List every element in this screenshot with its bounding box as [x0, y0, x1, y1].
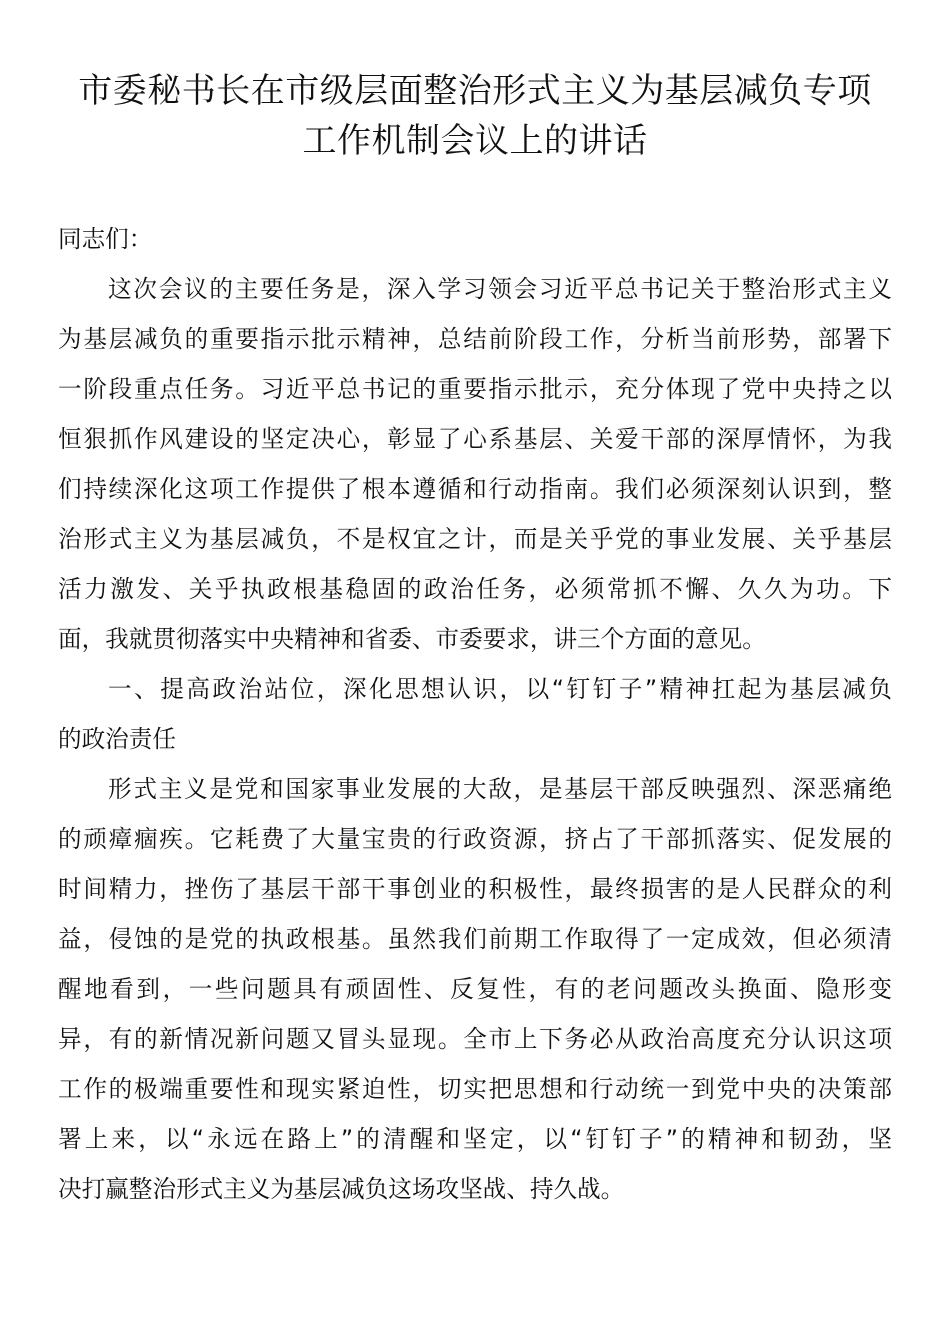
paragraph-line: 形式主义是党和国家事业发展的大敌，是基层干部反映强烈、深恶痛绝 [108, 775, 892, 803]
paragraph-line: 醒地看到，一些问题具有顽固性、反复性，有的老问题改头换面、隐形变 [58, 975, 892, 1003]
paragraph-line: 面，我就贯彻落实中央精神和省委、市委要求，讲三个方面的意见。 [58, 625, 766, 653]
document-body [58, 214, 892, 1214]
paragraph-line: 这次会议的主要任务是，深入学习领会习近平总书记关于整治形式主义 [108, 275, 892, 303]
paragraph-line: 治形式主义为基层减负，不是权宜之计，而是关乎党的事业发展、关乎基层 [58, 525, 892, 553]
paragraph-line: 异，有的新情况新问题又冒头显现。全市上下务必从政治高度充分认识这项 [58, 1025, 892, 1053]
paragraph-line: 决打赢整治形式主义为基层减负这场攻坚战、持久战。 [58, 1175, 625, 1203]
paragraph-line: 益，侵蚀的是党的执政根基。虽然我们前期工作取得了一定成效，但必须清 [58, 925, 892, 953]
paragraph-line: 的顽瘴痼疾。它耗费了大量宝贵的行政资源，挤占了干部抓落实、促发展的 [58, 825, 892, 853]
section-heading-line: 一、提高政治站位，深化思想认识，以“钉钉子”精神扛起为基层减负 [108, 675, 892, 703]
paragraph-line: 恒狠抓作风建设的坚定决心，彰显了心系基层、关爱干部的深厚情怀，为我 [58, 425, 892, 453]
paragraph-line: 为基层减负的重要指示批示精神，总结前阶段工作，分析当前形势，部署下 [58, 325, 892, 353]
document-title [40, 66, 910, 166]
paragraph-line: 们持续深化这项工作提供了根本遵循和行动指南。我们必须深刻认识到，整 [58, 475, 892, 503]
paragraph-line: 时间精力，挫伤了基层干部干事创业的积极性，最终损害的是人民群众的利 [58, 875, 892, 903]
paragraph-line: 活力激发、关乎执政根基稳固的政治任务，必须常抓不懈、久久为功。下 [58, 575, 892, 603]
paragraph-line: 署上来，以“永远在路上”的清醒和坚定，以“钉钉子”的精神和韧劲，坚 [58, 1125, 892, 1153]
paragraph-line: 工作的极端重要性和现实紧迫性，切实把思想和行动统一到党中央的决策部 [58, 1075, 892, 1103]
paragraph-line: 一阶段重点任务。习近平总书记的重要指示批示，充分体现了党中央持之以 [58, 375, 892, 403]
salutation: 同志们： [58, 225, 153, 253]
title-line: 工作机制会议上的讲话 [302, 121, 648, 161]
section-heading-line: 的政治责任 [58, 725, 176, 753]
title-line: 市委秘书长在市级层面整治形式主义为基层减负专项 [78, 71, 872, 111]
